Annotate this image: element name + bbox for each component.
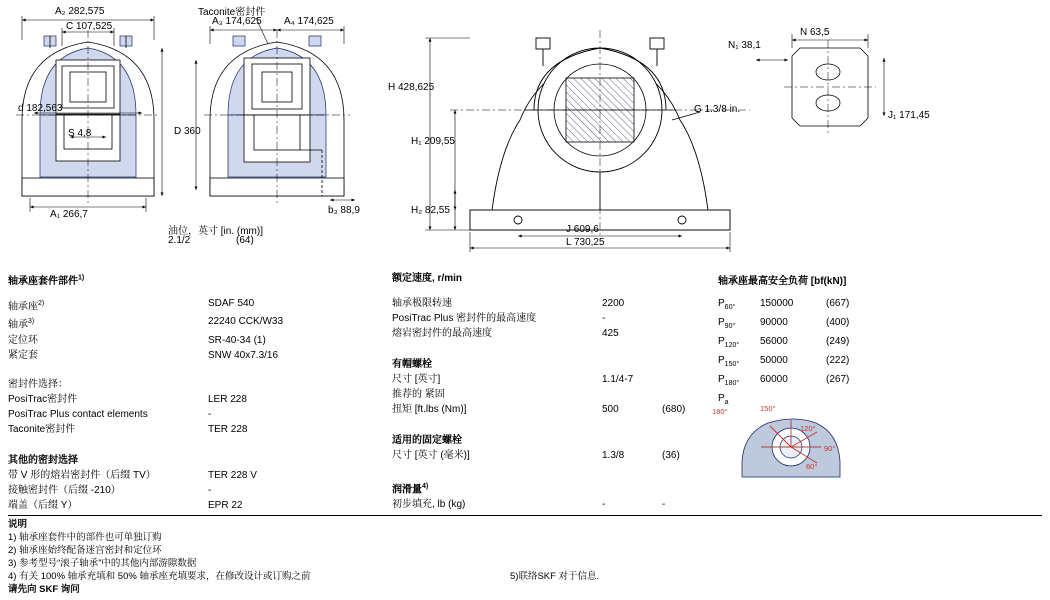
dim-H1: H₁ 209,55 xyxy=(411,136,455,147)
kit-components-table xyxy=(8,272,388,514)
dim-N: N 63,5 xyxy=(800,27,830,38)
dim-Da: D 360 xyxy=(174,126,201,137)
label-taconite-seal: Taconite密封件 xyxy=(198,7,266,18)
speed-header-row: 额定速度, r/min xyxy=(392,273,463,284)
table-row: PosiTrac Plus 密封件的最高速度 - xyxy=(392,313,606,324)
dim-A3: A₃ 174,625 xyxy=(212,16,262,27)
table-row: 尺寸 [英寸 (毫米)] 1.3/8 (36) xyxy=(392,450,680,461)
table-row: Taconite密封件 TER 228 xyxy=(8,423,248,435)
dim-A4: A₄ 174,625 xyxy=(284,16,334,27)
angle-label-90: 90° xyxy=(824,444,836,453)
note-item: 2) 轴承座始终配备迷宫密封和定位环 xyxy=(8,545,162,556)
dim-H2: H₂ 82,55 xyxy=(411,205,450,216)
table-row: 初步填充, lb (kg) - - xyxy=(392,499,666,511)
angle-label-150: 150° xyxy=(760,404,776,413)
dim-L: L 730,25 xyxy=(566,237,605,248)
drawing-svg xyxy=(0,0,1050,265)
table-row: 轴承极限转速 2200 xyxy=(392,298,625,309)
dim-G: G 1.3/8 in. xyxy=(694,104,741,115)
angle-label-60: 60° xyxy=(806,462,818,471)
note-item: 1) 轴承座套件中的部件也可单独订购 xyxy=(8,532,162,543)
dim-S: S 4,8 xyxy=(68,128,92,139)
dim-N1: N₁ 38,1 xyxy=(728,40,761,51)
table-row: 扭矩 [ft.lbs (Nm)] 500 (680) xyxy=(392,404,686,415)
kit-components-title: 轴承座套件部件$^{1)}$ xyxy=(8,274,85,287)
table-row: PosiTrac密封件 LER 228 xyxy=(8,393,247,405)
oil-level-note-2: 2.1/2 xyxy=(168,235,191,246)
table-row: $P_{60^\circ}$ 150000 (667) xyxy=(718,298,850,311)
table-row: 熔岩密封件的最高速度 425 xyxy=(392,328,619,339)
table-row: PosiTrac Plus contact elements - xyxy=(8,408,212,420)
oil-level-note-3: (64) xyxy=(236,235,254,246)
lubrication-header-row: 润滑量$^{4)}$ xyxy=(392,483,429,496)
table-row: 轴承座$^{2)}$ SDAF 540 xyxy=(8,298,255,313)
angle-label-180: 180° xyxy=(712,407,728,416)
table-row: $P_{120^\circ}$ 56000 (249) xyxy=(718,336,850,349)
dim-H: H 428,625 xyxy=(388,82,435,93)
dim-A2: A₂ 282,575 xyxy=(55,6,105,17)
safe-load-title: 轴承座最高安全负荷 [bf(kN)] xyxy=(718,276,847,287)
bolt-header-row: 有帽螺栓 xyxy=(392,359,432,370)
note-5: 5)联络SKF 对于信息. xyxy=(510,571,600,582)
notes-divider xyxy=(8,515,1042,516)
seal-options-header-row: 密封件选择： xyxy=(8,378,68,390)
table-row: 接触密封件（后缀 -210） - xyxy=(8,484,212,496)
table-row: 定位环 SR-40-34 (1) xyxy=(8,334,266,346)
oil-level-note-1: 油位，英寸 [in. (mm)] xyxy=(168,226,263,237)
table-row: $P_{180^\circ}$ 60000 (267) xyxy=(718,374,850,387)
note-item: 4) 有关 100% 轴承充填和 50% 轴承座充填要求，在修改设计或订购之前 xyxy=(8,571,311,582)
table-row: 带 V 形的熔岩密封件（后缀 TV） TER 228 V xyxy=(8,469,257,481)
notes-header: 说明 xyxy=(8,519,28,530)
notes-block xyxy=(8,518,310,596)
table-row: 轴承$^{3)}$ 22240 CCK/W33 xyxy=(8,316,284,331)
table-row: $P_{90^\circ}$ 90000 (400) xyxy=(718,317,850,330)
table-row: $P_{150^\circ}$ 50000 (222) xyxy=(718,355,850,368)
angle-label-120: 120° xyxy=(800,424,816,433)
table-row: $P_a$ xyxy=(718,393,729,406)
load-angle-diagram xyxy=(718,405,868,485)
table-row: 紧定套 SNW 40x7.3/16 xyxy=(8,349,279,361)
dim-J: J 609,6 xyxy=(566,224,599,235)
dim-A1: A₁ 266,7 xyxy=(50,209,88,220)
dim-b3: b₃ 88,9 xyxy=(328,205,360,216)
dim-J1: J₁ 171,45 xyxy=(888,110,930,121)
safe-load-table xyxy=(718,272,1038,411)
table-row: 端盖（后缀 Y） EPR 22 xyxy=(8,499,243,511)
note-item: 3) 参考型号“滚子轴承”中的其他内部游隙数据 xyxy=(8,558,197,569)
dim-da: d 182,563 xyxy=(18,103,63,114)
dim-Ca: C 107,525 xyxy=(66,21,113,32)
technical-drawings xyxy=(0,0,1050,265)
fixing-bolt-header-row: 适用的固定螺栓 xyxy=(392,435,462,446)
table-row: 尺寸 [英寸] 1.1/4-7 xyxy=(392,374,634,385)
table-row: 推荐的 紧固 xyxy=(392,389,445,400)
ratings-table xyxy=(392,272,712,513)
note-ask-skf: 请先向 SKF 询问 xyxy=(8,584,80,595)
other-seal-header-row: 其他的密封选择 xyxy=(8,454,78,466)
